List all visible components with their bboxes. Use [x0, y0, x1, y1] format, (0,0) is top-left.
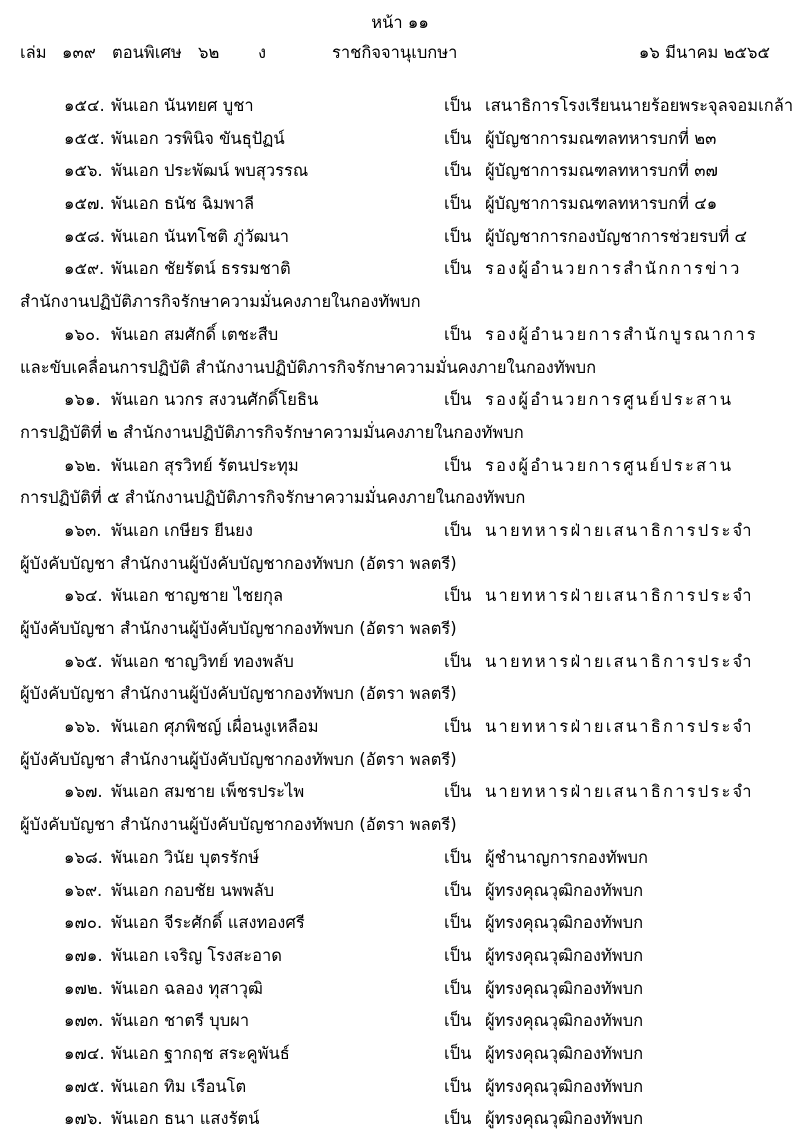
appointment-entry: [0, 188, 800, 221]
appointed-as-label: เป็น: [444, 96, 472, 115]
person-name: พันเอก สมชาย เพ็ชรประไพ: [111, 782, 305, 802]
person-name: พันเอก ชาตรี บุบผา: [111, 1011, 250, 1031]
appointed-as-label: เป็น: [444, 913, 472, 933]
person-name: พันเอก กอบชัย นพพลับ: [111, 880, 275, 900]
entry-main-line: [0, 188, 800, 221]
entry-main-line: [0, 1038, 800, 1071]
entry-continuation-line: [0, 809, 800, 842]
position-title: รองผู้อำนวยการสำนักการข่าว: [485, 259, 742, 279]
person-name: พันเอก ชาญชาย ไชยกุล: [111, 586, 284, 606]
position-continuation: ผู้บังคับบัญชา สำนักงานผู้บังคับบัญชากองทัพบก (อัตรา พลตรี): [20, 619, 457, 638]
position-title: นายทหารฝ่ายเสนาธิการประจำ: [485, 651, 754, 671]
appointment-entry: [0, 515, 800, 580]
person-name: พันเอก เกษียร ยีนยง: [111, 520, 253, 540]
entry-continuation-line: [0, 352, 800, 385]
appointed-as-label: เป็น: [444, 128, 472, 148]
person-name: พันเอก ชัยรัตน์ ธรรมชาติ: [111, 259, 291, 279]
appointed-as-label: เป็น: [444, 226, 472, 246]
person-name: พันเอก จีระศักดิ์ แสงทองศรี: [111, 913, 305, 933]
entry-main-line: [0, 515, 800, 548]
position-title: ผู้ทรงคุณวุฒิกองทัพบก: [485, 1043, 644, 1063]
position-title: รองผู้อำนวยการศูนย์ประสาน: [485, 390, 734, 410]
entry-number: ๑๖๗.: [64, 782, 103, 802]
person-name: พันเอก สมศักดิ์ เตชะสืบ: [111, 324, 279, 344]
appointment-entry: [0, 90, 800, 123]
entry-number: ๑๖๕.: [64, 651, 103, 671]
appointment-entry: [0, 842, 800, 875]
appointed-as-label: เป็น: [444, 455, 472, 475]
entry-number: ๑๖๓.: [64, 520, 102, 540]
entry-main-line: [0, 776, 800, 809]
entry-number: ๑๖๐.: [64, 324, 101, 344]
person-name: พันเอก ฉลอง ทุสาวุฒิ: [111, 978, 263, 998]
entry-main-line: [0, 123, 800, 156]
appointment-entry: [0, 973, 800, 1006]
appointment-entry: [0, 450, 800, 515]
entry-continuation-line: [0, 417, 800, 450]
position-title: ผู้ทรงคุณวุฒิกองทัพบก: [485, 1011, 644, 1031]
section-number: ๖๒: [198, 43, 220, 62]
person-name: พันเอก ศุภพิชญ์ เผื่อนงูเหลือม: [111, 717, 319, 737]
position-title: ผู้บัญชาการกองบัญชาการช่วยรบที่ ๔: [485, 226, 747, 246]
appointment-entry: [0, 1005, 800, 1038]
person-name: พันเอก ธนา แสงรัตน์: [111, 1109, 260, 1129]
appointed-as-label: เป็น: [444, 945, 472, 965]
entry-main-line: [0, 940, 800, 973]
entry-continuation-line: [0, 613, 800, 646]
person-name: พันเอก นันทยศ บูชา: [111, 96, 254, 115]
position-title: เสนาธิการโรงเรียนนายร้อยพระจุลจอมเกล้า: [485, 96, 794, 115]
entry-main-line: [0, 319, 800, 352]
entry-number: ๑๕๘.: [64, 226, 105, 246]
appointed-as-label: เป็น: [444, 1011, 472, 1031]
person-name: พันเอก วินัย บุตรรักษ์: [111, 847, 260, 867]
appointment-entry: [0, 384, 800, 449]
person-name: พันเอก เจริญ โรงสะอาด: [111, 945, 283, 965]
appointment-list: [0, 90, 800, 1136]
appointed-as-label: เป็น: [444, 390, 472, 410]
position-title: ผู้ทรงคุณวุฒิกองทัพบก: [485, 913, 644, 933]
position-title: ผู้ทรงคุณวุฒิกองทัพบก: [485, 1109, 644, 1129]
appointment-entry: [0, 580, 800, 645]
position-title: นายทหารฝ่ายเสนาธิการประจำ: [485, 520, 754, 540]
appointment-entry: [0, 711, 800, 776]
entry-main-line: [0, 711, 800, 744]
appointed-as-label: เป็น: [444, 194, 472, 214]
position-continuation: ผู้บังคับบัญชา สำนักงานผู้บังคับบัญชากองทัพบก (อัตรา พลตรี): [20, 684, 457, 704]
entry-number: ๑๗๐.: [64, 913, 103, 933]
entry-number: ๑๖๑.: [64, 390, 101, 410]
entry-number: ๑๗๔.: [64, 1043, 105, 1063]
entry-number: ๑๗๖.: [64, 1109, 103, 1129]
person-name: พันเอก นันทโชติ ภู่วัฒนา: [111, 226, 289, 246]
appointment-entry: [0, 875, 800, 908]
person-name: พันเอก ชาญวิทย์ ทองพลับ: [111, 651, 294, 671]
entry-continuation-line: [0, 482, 800, 515]
appointed-as-label: เป็น: [444, 847, 472, 867]
entry-number: ๑๕๙.: [64, 259, 105, 279]
appointed-as-label: เป็น: [444, 1076, 472, 1096]
appointed-as-label: เป็น: [444, 586, 472, 606]
entry-number: ๑๗๕.: [64, 1076, 105, 1096]
entry-main-line: [0, 973, 800, 1006]
appointed-as-label: เป็น: [444, 651, 472, 671]
position-title: นายทหารฝ่ายเสนาธิการประจำ: [485, 717, 754, 737]
appointed-as-label: เป็น: [444, 880, 472, 900]
entry-number: ๑๕๕.: [64, 128, 105, 148]
appointed-as-label: เป็น: [444, 1043, 472, 1063]
entry-main-line: [0, 646, 800, 679]
appointed-as-label: เป็น: [444, 259, 472, 279]
entry-number: ๑๖๙.: [64, 880, 103, 900]
appointment-entry: [0, 155, 800, 188]
entry-main-line: [0, 155, 800, 188]
appointed-as-label: เป็น: [444, 978, 472, 998]
person-name: พันเอก วรพินิจ ขันธุปัฏน์: [111, 128, 285, 148]
page-number: หน้า ๑๑: [371, 13, 429, 32]
appointed-as-label: เป็น: [444, 161, 472, 181]
position-title: ผู้ทรงคุณวุฒิกองทัพบก: [485, 978, 644, 998]
position-continuation: ผู้บังคับบัญชา สำนักงานผู้บังคับบัญชากองทัพบก (อัตรา พลตรี): [20, 749, 457, 769]
entry-main-line: [0, 90, 800, 123]
position-continuation: การปฏิบัติที่ ๒ สำนักงานปฏิบัติภารกิจรักษาความมั่นคงภายในกองทัพบก: [20, 422, 524, 442]
appointment-entry: [0, 1071, 800, 1104]
position-title: รองผู้อำนวยการสำนักบูรณาการ: [485, 324, 758, 344]
issue-date: ๑๖ มีนาคม ๒๕๖๕: [638, 43, 770, 62]
entry-number: ๑๖๔.: [64, 586, 103, 606]
entry-main-line: [0, 875, 800, 908]
entry-main-line: [0, 1005, 800, 1038]
position-title: ผู้ชำนาญการกองทัพบก: [485, 847, 649, 867]
section-label: ตอนพิเศษ: [112, 43, 182, 62]
entry-main-line: [0, 580, 800, 613]
position-title: ผู้บัญชาการมณฑลทหารบกที่ ๓๗: [485, 161, 718, 181]
person-name: พันเอก นวกร สงวนศักดิ์โยธิน: [111, 390, 319, 410]
appointed-as-label: เป็น: [444, 324, 472, 344]
entry-continuation-line: [0, 548, 800, 581]
appointment-entry: [0, 1103, 800, 1136]
volume-number: ๑๓๙: [62, 43, 96, 62]
publication-title: ราชกิจจานุเบกษา: [332, 43, 458, 62]
entry-number: ๑๗๒.: [64, 978, 104, 998]
position-continuation: การปฏิบัติที่ ๕ สำนักงานปฏิบัติภารกิจรักษาความมั่นคงภายในกองทัพบก: [20, 488, 526, 508]
entry-number: ๑๕๗.: [64, 194, 105, 214]
appointment-entry: [0, 319, 800, 384]
section-type: ง: [258, 43, 267, 62]
position-continuation: และขับเคลื่อนการปฏิบัติ สำนักงานปฏิบัติภารกิจรักษาความมั่นคงภายในกองทัพบก: [20, 357, 597, 377]
appointment-entry: [0, 940, 800, 973]
position-title: ผู้บัญชาการมณฑลทหารบกที่ ๒๓: [485, 128, 717, 148]
appointment-entry: [0, 123, 800, 156]
person-name: พันเอก ทิม เรือนโต: [111, 1076, 247, 1096]
entry-continuation-line: [0, 286, 800, 319]
appointment-entry: [0, 776, 800, 841]
entry-main-line: [0, 221, 800, 254]
position-continuation: ผู้บังคับบัญชา สำนักงานผู้บังคับบัญชากองทัพบก (อัตรา พลตรี): [20, 553, 457, 573]
entry-continuation-line: [0, 744, 800, 777]
entry-main-line: [0, 907, 800, 940]
person-name: พันเอก ฐากฤช สระคูพันธ์: [111, 1043, 290, 1063]
position-title: ผู้บัญชาการมณฑลทหารบกที่ ๔๑: [485, 194, 718, 214]
position-title: นายทหารฝ่ายเสนาธิการประจำ: [485, 782, 754, 802]
appointment-entry: [0, 221, 800, 254]
appointment-entry: [0, 1038, 800, 1071]
appointment-entry: [0, 253, 800, 318]
appointment-entry: [0, 907, 800, 940]
entry-number: ๑๖๒.: [64, 455, 102, 475]
appointment-entry: [0, 646, 800, 711]
entry-main-line: [0, 1071, 800, 1104]
position-title: ผู้ทรงคุณวุฒิกองทัพบก: [485, 945, 644, 965]
person-name: พันเอก ประพัฒน์ พบสุวรรณ: [111, 161, 309, 181]
appointed-as-label: เป็น: [444, 782, 472, 802]
entry-number: ๑๕๔.: [64, 96, 105, 115]
entry-main-line: [0, 450, 800, 483]
gazette-header: [20, 40, 770, 64]
volume-label: เล่ม: [20, 43, 47, 62]
entry-continuation-line: [0, 678, 800, 711]
entry-main-line: [0, 1103, 800, 1136]
position-title: รองผู้อำนวยการศูนย์ประสาน: [485, 455, 734, 475]
person-name: พันเอก สุรวิทย์ รัตนประทุม: [111, 455, 299, 475]
entry-main-line: [0, 384, 800, 417]
person-name: พันเอก ธนัช ฉิมพาลี: [111, 194, 255, 214]
position-title: นายทหารฝ่ายเสนาธิการประจำ: [485, 586, 754, 606]
entry-main-line: [0, 253, 800, 286]
entry-number: ๑๖๖.: [64, 717, 101, 737]
entry-number: ๑๖๘.: [64, 847, 103, 867]
entry-main-line: [0, 842, 800, 875]
appointed-as-label: เป็น: [444, 520, 472, 540]
entry-number: ๑๗๑.: [64, 945, 103, 965]
entry-number: ๑๕๖.: [64, 161, 103, 181]
appointed-as-label: เป็น: [444, 1109, 472, 1129]
appointed-as-label: เป็น: [444, 717, 472, 737]
position-continuation: สำนักงานปฏิบัติภารกิจรักษาความมั่นคงภายในกองทัพบก: [20, 292, 421, 312]
position-title: ผู้ทรงคุณวุฒิกองทัพบก: [485, 1076, 644, 1096]
position-continuation: ผู้บังคับบัญชา สำนักงานผู้บังคับบัญชากองทัพบก (อัตรา พลตรี): [20, 815, 457, 835]
position-title: ผู้ทรงคุณวุฒิกองทัพบก: [485, 880, 644, 900]
entry-number: ๑๗๓.: [64, 1011, 104, 1031]
